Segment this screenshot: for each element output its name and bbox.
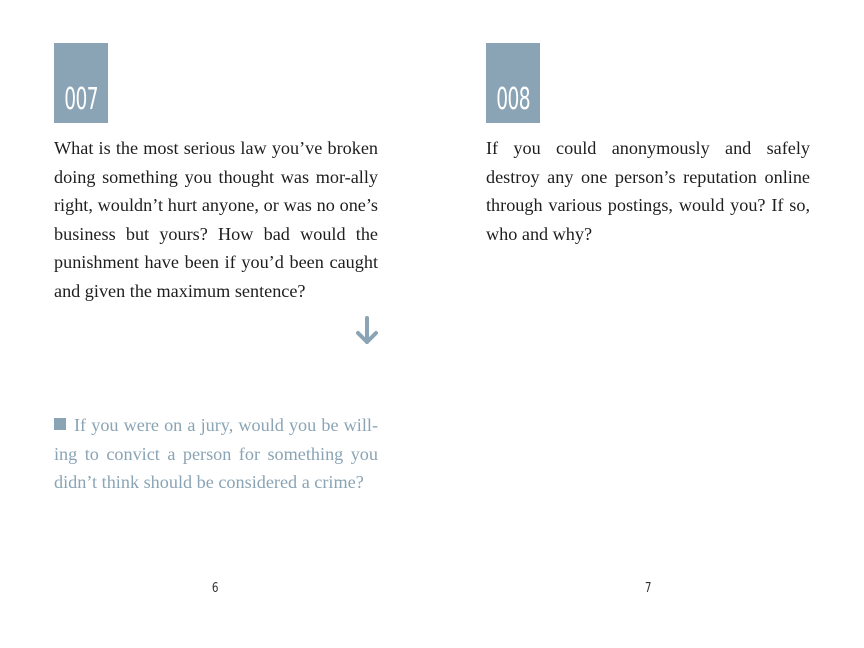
page-number: 7 — [644, 581, 652, 596]
followup-text: If you were on a jury, would you be will-ing to convict a person for something you didn’t think should be considered a crime? — [54, 415, 378, 493]
question-number: 008 — [496, 82, 530, 117]
right-page — [432, 0, 864, 648]
arrow-down-icon — [355, 316, 379, 346]
question-number: 007 — [64, 82, 98, 117]
question-text: If you could anonymously and safely destroy any one person’s reputation online through various postings, would you? If so, who and why? — [486, 138, 810, 244]
question-number-badge — [54, 43, 108, 123]
page-number: 6 — [211, 581, 219, 596]
question-text: What is the most serious law you’ve broken doing something you thought was mor-ally right, wouldn’t hurt anyone, or was no one’s business but yours? How bad would the punishment have been if you’d been caught and given the maximum sentence? — [54, 138, 378, 301]
followup-question — [54, 411, 378, 497]
square-bullet-icon — [54, 418, 66, 430]
question-number-badge — [486, 43, 540, 123]
